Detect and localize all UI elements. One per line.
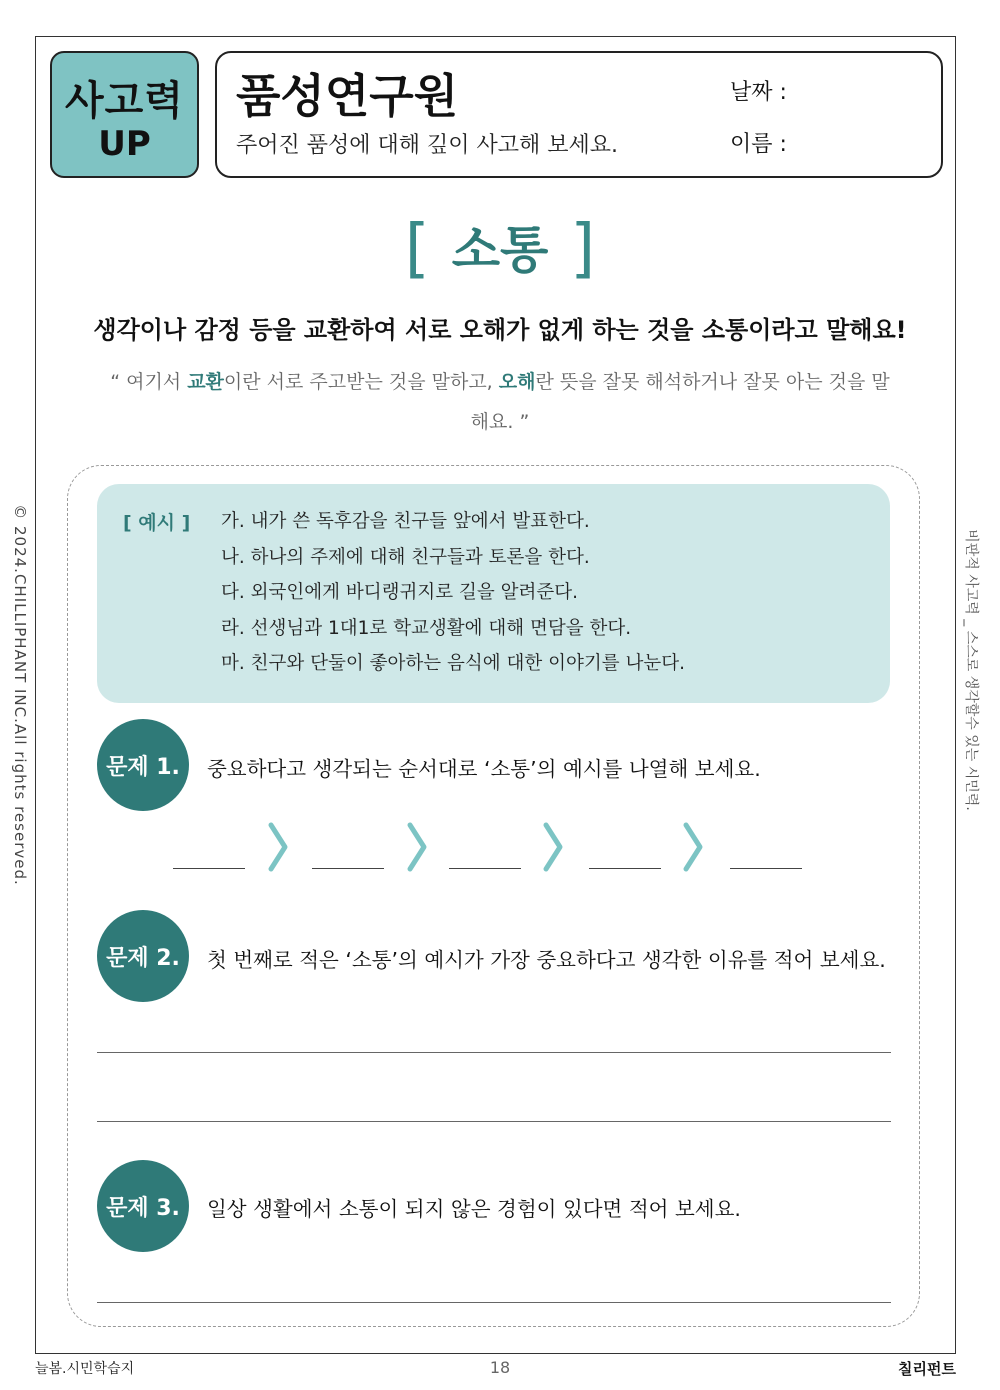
topic-close-bracket: ] xyxy=(570,212,596,286)
page-title: 품성연구원 xyxy=(236,69,459,123)
example-item: 가. 내가 쓴 독후감을 친구들 앞에서 발표한다. xyxy=(221,511,590,532)
example-item: 다. 외국인에게 바디랭귀지로 길을 알려준다. xyxy=(221,582,578,603)
chevron-right-icon xyxy=(681,820,705,874)
publisher-name: 칠리펀트 xyxy=(898,1360,956,1378)
question-3-badge: 문제 3. xyxy=(97,1160,189,1252)
vocabulary-note xyxy=(110,362,890,442)
question-3-text: 일상 생활에서 소통이 되지 않은 경험이 있다면 적어 보세요. xyxy=(207,1197,741,1221)
answer-line[interactable] xyxy=(97,1302,891,1303)
note-part: 란 뜻을 잘못 해석하거나 잘못 아는 것을 말해요. xyxy=(470,371,890,433)
question-2-badge: 문제 2. xyxy=(97,910,189,1002)
question-2-text: 첫 번째로 적은 ‘소통’의 예시가 가장 중요하다고 생각한 이유를 적어 보세요. xyxy=(207,948,886,972)
copyright-vertical: © 2024.CHILLIPHANT INC.All rights reserved. xyxy=(11,504,29,886)
note-part: 이란 서로 주고받는 것을 말하고, xyxy=(223,371,499,393)
badge-line2: UP xyxy=(98,124,151,164)
order-blank-2[interactable] xyxy=(312,868,384,869)
order-blank-4[interactable] xyxy=(589,868,661,869)
name-field-label[interactable]: 이름 : xyxy=(730,132,787,157)
footer-series-name: 늘봄.시민학습지 xyxy=(35,1361,135,1377)
badge-line1: 사고력 xyxy=(65,78,184,124)
highlight-term: 오해 xyxy=(498,371,536,393)
chevron-right-icon xyxy=(405,820,429,874)
order-blank-3[interactable] xyxy=(449,868,521,869)
chevron-right-icon xyxy=(541,820,565,874)
chevron-right-icon xyxy=(266,820,290,874)
definition-text: 생각이나 감정 등을 교환하여 서로 오해가 없게 하는 것을 소통이라고 말해요! xyxy=(93,316,907,344)
highlight-term: 교환 xyxy=(187,371,224,393)
page-number: 18 xyxy=(489,1358,511,1377)
question-1-badge: 문제 1. xyxy=(97,719,189,811)
topic-word: 소통 xyxy=(451,221,549,279)
example-item: 라. 선생님과 1대1로 학교생활에 대해 면담을 한다. xyxy=(221,617,632,639)
page-subtitle: 주어진 품성에 대해 깊이 사고해 보세요. xyxy=(236,133,618,158)
topic-heading xyxy=(0,210,1000,286)
topic-open-bracket: [ xyxy=(404,212,430,286)
example-list xyxy=(221,508,685,686)
date-field-label[interactable]: 날짜 : xyxy=(730,80,787,105)
thinking-up-badge xyxy=(50,51,199,178)
example-tag: [ 예시 ] xyxy=(123,512,191,534)
note-part: 여기서 xyxy=(120,371,188,393)
answer-line[interactable] xyxy=(97,1052,891,1053)
order-blank-1[interactable] xyxy=(173,868,245,869)
example-item: 나. 하나의 주제에 대해 친구들과 토론을 한다. xyxy=(221,546,590,568)
example-item: 마. 친구와 단둘이 좋아하는 음식에 대한 이야기를 나눈다. xyxy=(221,653,685,674)
open-quote: “ xyxy=(110,371,121,393)
order-blank-5[interactable] xyxy=(730,868,802,869)
close-quote: ” xyxy=(519,411,530,433)
answer-line[interactable] xyxy=(97,1121,891,1122)
question-1-text: 중요하다고 생각되는 순서대로 ‘소통’의 예시를 나열해 보세요. xyxy=(207,757,761,781)
series-title-vertical: 비판적 사고력 _ 스스로 생각할수 있는 시민력. xyxy=(963,529,979,811)
